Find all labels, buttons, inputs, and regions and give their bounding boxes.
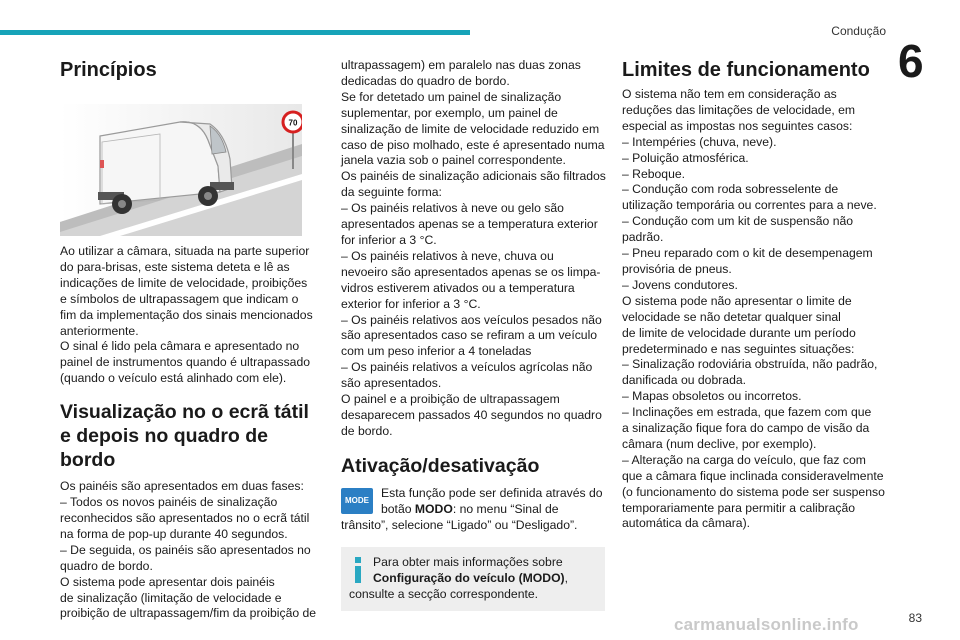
section-title-limits: Limites de funcionamento: [622, 59, 870, 81]
section-title-activation: Ativação/desativação: [341, 454, 540, 477]
principles-text: Ao utilizar a câmara, situada na parte superior do para-brisas, este sistema deteta e lê as indicações de limite de velocidade, proibições e símbolos de ultrapassagem que indicam o fim da implementação dos sinais mencionados anteriormente. O sinal é lido pela câmara e apresentado no painel de instrumentos quando é ultrapassado (quando o veículo está alinhado com ele).: [60, 244, 313, 386]
column-2: [341, 58, 605, 611]
chapter-number: 6: [898, 35, 924, 87]
mode-instruction: MODE Esta função pode ser definida através do botão MODO: no menu “Sinal de trânsito”, selecione “Ligado” ou “Desligado”.: [341, 485, 603, 532]
column-1: [60, 58, 325, 622]
chapter-accent-bar: [0, 30, 470, 35]
section-title-display: Visualização no o ecrã tátil e depois no quadro de bordo: [60, 401, 309, 472]
watermark: carmanualsonline.info: [674, 615, 859, 634]
info-box: Para obter mais informações sobre Configuração do veículo (MODO), consulte a secção correspondente.: [341, 547, 605, 611]
limits-text: O sistema não tem em consideração as reduções das limitações de velocidade, em especial as impostas nos seguintes casos: – Intempéries (chuva, neve). – Poluição atmosférica. – Reboque. – Condução com roda sobresselente de utilização temporária ou correntes para a neve. – Condução com um kit de suspensão não padrão. – Pneu reparado com o kit de desempenagem provisória de pneus. – Jovens condutores. O sistema pode não apresentar o limite de velocidade se não detetar qualquer sinal de limite de velocidade durante um período predeterminado e nas seguintes situações: – Sinalização rodoviária obstruída, não padrão, danificada ou dobrada. – Mapas obsoletos ou incorretos. – Inclinações em estrada, que fazem com que a sinalização fique fora do campo de visão da câmara (num declive, por exemplo). – Alteração na carga do veículo, que faz com que a câmara fique inclinada consideravelmente (o funcionamento do sistema pode ser suspenso temporariamente para permitir a calibração automática da câmara).: [622, 87, 885, 531]
chapter-title: Condução: [831, 24, 886, 38]
section-title-principles: Princípios: [60, 59, 157, 81]
speed-sign-value: 70: [288, 118, 298, 128]
filter-text: ultrapassagem) em paralelo nas duas zonas dedicadas do quadro de bordo. Se for detetado um painel de sinalização suplementar, por exemplo, um painel de sinalização de limite de velocidade reduzido em caso de piso molhado, este é apresentado numa janela vazia sob o painel correspondente. Os painéis de sinalização adicionais são filtrados da seguinte forma: – Os painéis relativos à neve ou gelo são apresentados apenas se a temperatura exterior for inferior a 3 °C. – Os painéis relativos à neve, chuva ou nevoeiro são apresentados apenas se os limpa- vidros estiverem ativados ou a temperatura exterior for inferior a 3 °C. – Os painéis relativos aos veículos pesados não são apresentados caso se refiram a um veículo com um peso inferior a 4 toneladas – Os painéis relativos a veículos agrícolas não são apresentados. O painel e a proibição de ultrapassagem desaparecem passados 40 segundos no quadro de bordo.: [341, 58, 606, 438]
page-number: 83: [908, 611, 922, 625]
display-text: Os painéis são apresentados em duas fases: – Todos os novos painéis de sinalização reconhecidos são apresentados no o ecrã tátil na forma de pop-up durante 40 segundos. – De seguida, os painéis são apresentados no quadro de bordo. O sistema pode apresentar dois painéis de sinalização (limitação de velocidade e proibição de ultrapassagem/fim da proibição de: [60, 479, 317, 621]
van-road-sign-illustration: [60, 104, 302, 236]
info-icon: [351, 557, 365, 583]
mode-button-icon: MODE: [341, 488, 373, 514]
column-3: [622, 58, 887, 532]
